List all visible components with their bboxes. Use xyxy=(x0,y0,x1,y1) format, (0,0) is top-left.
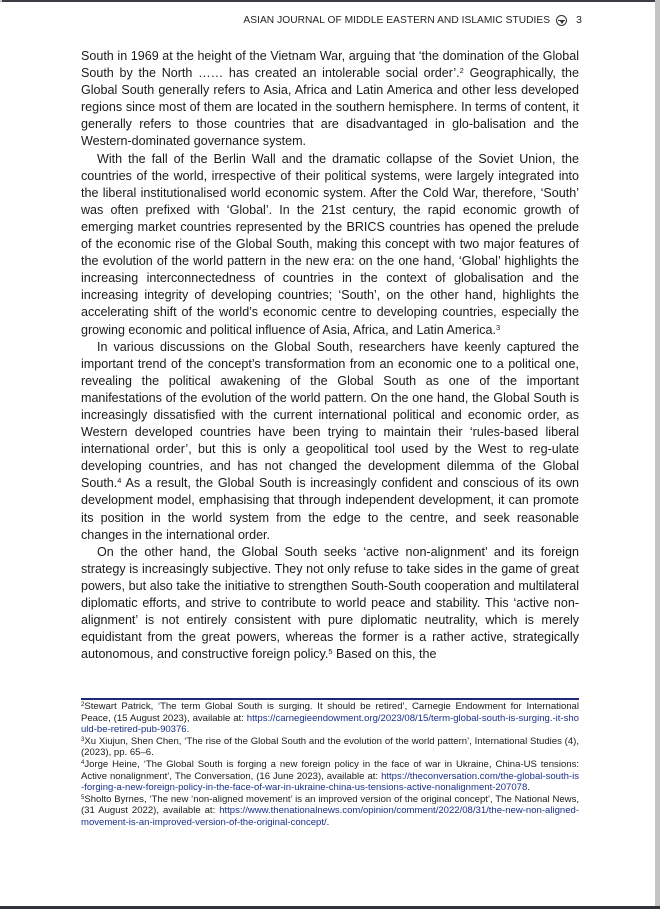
footnote-item xyxy=(81,794,579,829)
footnote-reference[interactable]: 5 xyxy=(328,647,333,657)
footnote-reference[interactable]: 4 xyxy=(117,476,122,486)
footnote-punctuation: . xyxy=(186,724,190,736)
footnote-text: Xu Xiujun, Shen Chen, ‘The rise of the Global South and the evolution of the world pattern’, International Studies (4), (2023), pp. 65–6. xyxy=(81,735,579,759)
article-body xyxy=(81,48,579,663)
page-number: 3 xyxy=(576,14,582,26)
footnote-link[interactable]: https://theconversation.com/the-global-south-is-forging-a-new-foreign-policy-in-the-face-of-war-in-ukraine-china-us-tensions-active-nonalignment-207078 xyxy=(81,770,579,794)
footnotes-section xyxy=(81,701,579,829)
footnote-reference[interactable]: 2 xyxy=(459,66,464,76)
paragraph-text: South in 1969 at the height of the Vietnam War, arguing that ‘the domination of the Global South by the North …… has created an intolerable social order’. xyxy=(81,49,579,81)
body-paragraph xyxy=(81,48,579,151)
footnote-punctuation: . xyxy=(326,816,330,828)
body-paragraph xyxy=(81,339,579,544)
footnote-divider xyxy=(81,698,579,700)
paragraph-text: Based on this, the xyxy=(332,647,437,662)
journal-publisher-logo-icon xyxy=(556,15,567,26)
paragraph-text: On the other hand, the Global South seeks ‘active non-alignment’ and its foreign strategy is increasingly subjective. They not only refuse to take sides in the game of great powers, but also take the initiative to strengthen South-South cooperation and multilateral diplomatic efforts, and strive to contribute to world peace and stability. This ‘active non-alignment’ is not entirely consistent with pure diplomatic neutrality, which is merely equidistant from the great powers, whereas the former is a rather active, strategically autonomous, and constructive foreign policy. xyxy=(81,544,579,662)
footnote-item xyxy=(81,759,579,794)
footnote-text: Sholto Byrnes, ‘The new ‘non-aligned movement’ is an improved version of the original concept’, The National News, (31 August 2022), available at: xyxy=(81,793,579,817)
footnote-link[interactable]: https://www.thenationalnews.com/opinion/comment/2022/08/31/the-new-non-aligned-movement-is-an-improved-version-of-the-original-concept/ xyxy=(81,805,579,828)
footnote-text: Stewart Patrick, ‘The term Global South is surging. It should be retired’, Carnegie Endowment for International Peace, (15 August 2023), available at: xyxy=(81,701,579,724)
footnote-punctuation: . xyxy=(527,782,530,794)
journal-title: ASIAN JOURNAL OF MIDDLE EASTERN AND ISLAMIC STUDIES xyxy=(243,14,551,26)
footnote-item xyxy=(81,736,579,759)
footnote-text: Jorge Heine, ‘The Global South is forging a new foreign policy in the face of war in Ukraine, China-US tensions: Active nonalignment’, The Conversation, (16 June 2023), available at: xyxy=(81,758,579,782)
footnote-number: 4 xyxy=(81,759,85,766)
footnote-number: 3 xyxy=(81,736,85,743)
paragraph-text: As a result, the Global South is increasingly confident and conscious of its own development model, emphasising that through independent development, it can promote its position in the world system from the edge to the centre, and seek reasonable changes in the international order. xyxy=(81,476,579,542)
paragraph-text: Geographically, the Global South generally refers to Asia, Africa and Latin America and other less developed regions since most of them are located in the southern hemisphere. In terms of content, it generally refers to those countries that are disadvantaged in glo-balisation and the Western-dominated governance system. xyxy=(81,66,579,149)
paragraph-text: With the fall of the Berlin Wall and the dramatic collapse of the Soviet Union, the countries of the world, irrespective of their political systems, were largely integrated into the liberal institutionalised world economic system. After the Cold War, therefore, ‘South’ was often prefixed with ‘Global’. In the 21st century, the rapid economic growth of emerging market countries represented by the BRICS countries has opened the prelude of the economic rise of the Global South, making this concept with two major features of the evolution of the world pattern in the new era: on the one hand, ‘Global’ highlights the increasing interconnectedness of countries in the context of globalisation and the increasing integrity of developing countries; ‘South’, on the other hand, highlights the accelerating shift of the world’s economic centre to developing countries, especially the growing economic and political influence of Asia, Africa, and Latin America. xyxy=(81,151,579,337)
footnote-reference[interactable]: 3 xyxy=(495,322,501,332)
footnote-number: 2 xyxy=(81,702,85,708)
footnote-number: 5 xyxy=(81,794,85,801)
footnote-link[interactable]: https://carnegieendowment.org/2023/08/15/term-global-south-is-surging.-it-should-be-retired-pub-90376 xyxy=(81,712,579,736)
paragraph-text: In various discussions on the Global South, researchers have keenly captured the important trend of the concept’s transformation from an economic one to a political one, revealing the political awakening of the Global South as one of the important manifestations of the evolution of the world pattern. On the one hand, the Global South is increasingly dissatisfied with the current international political and economic order, as Western developed countries have been trying to maintain their ‘rules-based liberal international order’, but this is only a geopolitical tool used by the West to reg-ulate developing countries, and has not changed the development dilemma of the Global South. xyxy=(81,339,579,491)
document-page xyxy=(0,2,655,906)
running-header xyxy=(243,14,582,26)
body-paragraph xyxy=(81,151,579,339)
body-paragraph xyxy=(81,544,579,664)
vertical-scrollbar[interactable] xyxy=(655,0,660,909)
footnote-item xyxy=(81,701,579,736)
